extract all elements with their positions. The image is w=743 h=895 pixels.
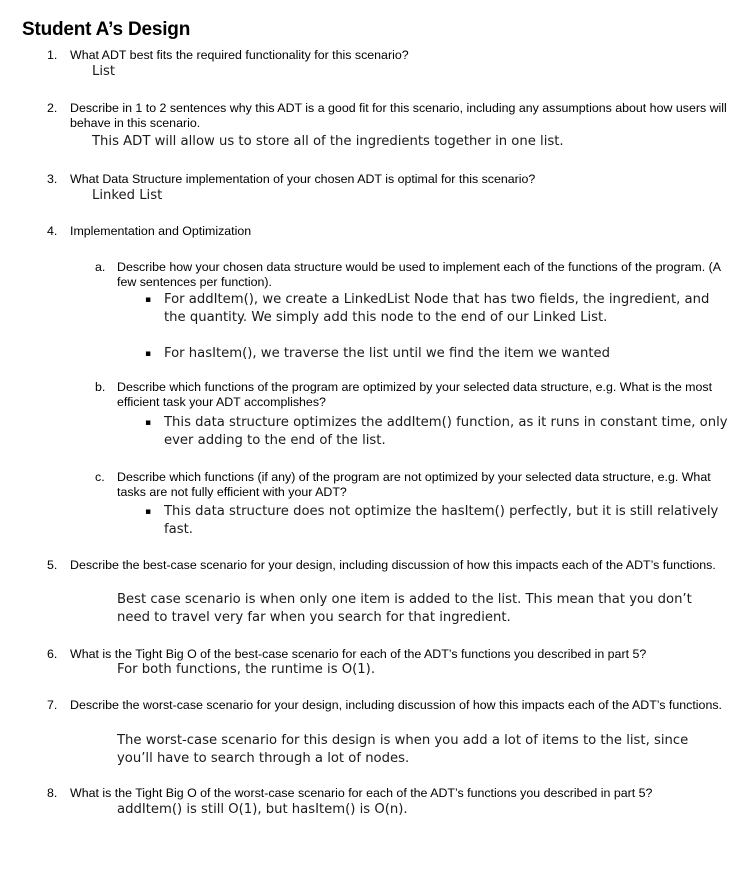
question-number: 8. <box>47 786 58 800</box>
subquestion-a-text: Describe how your chosen data structure would be used to implement each of the functions of the program. (A few sentences per function). <box>117 260 721 289</box>
bullet-icon: ▪ <box>145 295 152 305</box>
question-number: 6. <box>47 647 58 661</box>
bullet-icon: ▪ <box>145 349 152 359</box>
question-text: Describe the best-case scenario for your design, including discussion of how this impacts each of the ADT’s functions. <box>70 558 716 572</box>
question-number: 3. <box>47 172 58 186</box>
question-text: Describe in 1 to 2 sentences why this ADT is a good fit for this scenario, including any assumptions about how users will behave in this scenario. <box>70 101 727 130</box>
answer-1: List <box>92 64 116 79</box>
question-text: Implementation and Optimization <box>70 224 252 238</box>
answer-6: For both functions, the runtime is O(1). <box>117 662 376 677</box>
subquestion-c-text: Describe which functions (if any) of the program are not optimized by your selected data structure, e.g. What tasks are not fully efficient with your ADT? <box>117 470 711 499</box>
subquestion-b-text: Describe which functions of the program are optimized by your selected data structure, e.g. What is the most efficient task your ADT accomplishes? <box>117 380 713 409</box>
question-text: What is the Tight Big O of the worst-case scenario for each of the ADT’s functions you described in part 5? <box>70 786 653 800</box>
subquestion-c-letter: c. <box>95 470 105 484</box>
question-text: What Data Structure implementation of your chosen ADT is optimal for this scenario? <box>70 172 536 186</box>
question-text: Describe the worst-case scenario for your design, including discussion of how this impacts each of the ADT’s functions. <box>70 698 722 712</box>
question-number: 1. <box>47 48 58 62</box>
question-number: 2. <box>47 101 58 115</box>
question-number: 5. <box>47 558 58 572</box>
question-text: What is the Tight Big O of the best-case scenario for each of the ADT’s functions you described in part 5? <box>70 647 647 661</box>
subquestion-a-letter: a. <box>95 260 106 274</box>
answer-4a-bullet-1: For addItem(), we create a LinkedList Node that has two fields, the ingredient, and the quantity. We simply add this node to the end of our Linked List. <box>164 292 710 325</box>
answer-3: Linked List <box>92 188 163 203</box>
answer-4c-bullet-1: This data structure does not optimize the hasItem() perfectly, but it is still relatively fast. <box>164 504 719 537</box>
question-number: 4. <box>47 224 58 238</box>
answer-4a-bullet-2: For hasItem(), we traverse the list until we find the item we wanted <box>164 346 610 361</box>
answer-2: This ADT will allow us to store all of the ingredients together in one list. <box>92 134 564 149</box>
answer-4b-bullet-1: This data structure optimizes the addItem() function, as it runs in constant time, only ever adding to the end of the list. <box>164 415 728 448</box>
bullet-icon: ▪ <box>145 418 152 428</box>
answer-7: The worst-case scenario for this design is when you add a lot of items to the list, since you’ll have to search through a lot of nodes. <box>117 733 689 766</box>
question-text: What ADT best fits the required functionality for this scenario? <box>70 48 409 62</box>
answer-5: Best case scenario is when only one item is added to the list. This mean that you don’t need to travel very far when you search for that ingredient. <box>117 592 692 625</box>
subquestion-b-letter: b. <box>95 380 106 394</box>
answer-8: addItem() is still O(1), but hasItem() is O(n). <box>117 802 408 817</box>
bullet-icon: ▪ <box>145 507 152 517</box>
question-number: 7. <box>47 698 58 712</box>
page-title: Student A’s Design <box>22 19 191 40</box>
